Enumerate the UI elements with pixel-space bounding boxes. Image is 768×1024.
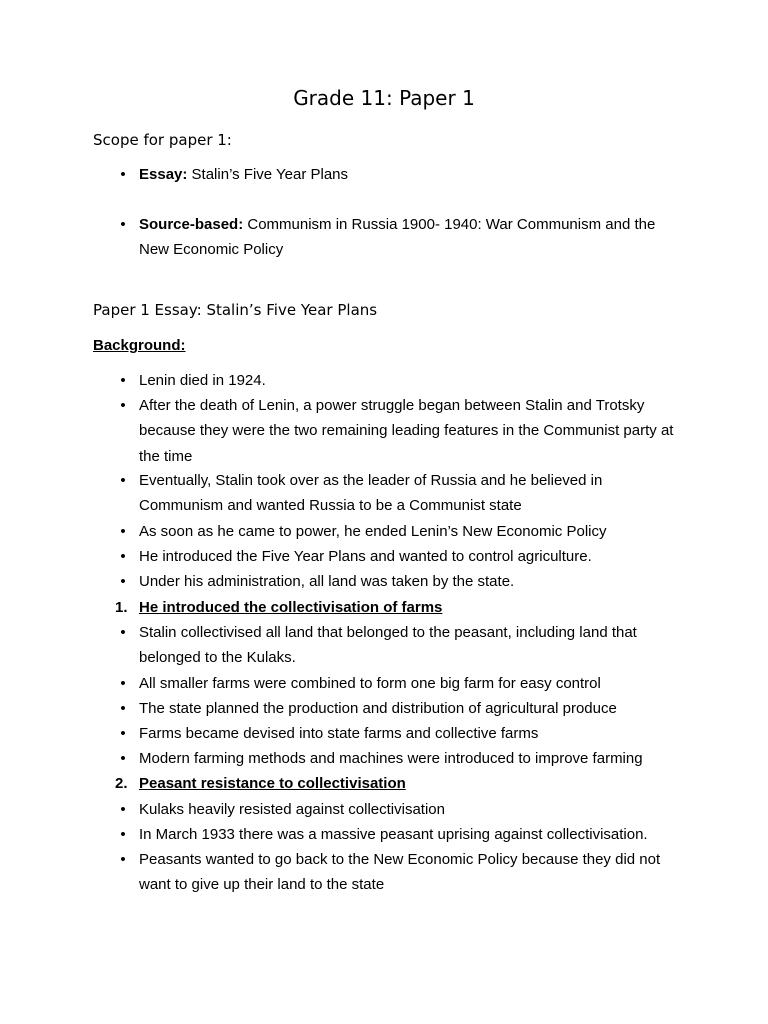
section-number: 1.	[115, 599, 128, 616]
list-item-text: After the death of Lenin, a power struggle began between Stalin and Trotsky because they were the two remaining leading features in the Communist party at the time	[139, 397, 674, 465]
list-item	[120, 746, 684, 771]
list-item-text: Eventually, Stalin took over as the leader of Russia and he believed in Communism and wanted Russia to be a Communist state	[139, 472, 603, 515]
list-item-text: All smaller farms were combined to form one big farm for easy control	[139, 675, 601, 692]
list-item-text: Stalin collectivised all land that belonged to the peasant, including land that belonged to the Kulaks.	[139, 624, 637, 667]
list-item	[120, 569, 684, 594]
essay-heading: Paper 1 Essay: Stalin’s Five Year Plans	[93, 301, 378, 319]
list-item	[120, 797, 684, 822]
list-item-text: Farms became devised into state farms and collective farms	[139, 725, 539, 742]
list-item-text: The state planned the production and distribution of agricultural produce	[139, 700, 617, 717]
section-1-heading	[115, 595, 684, 620]
bullet: •	[120, 472, 126, 489]
bullet: •	[120, 624, 126, 641]
bullet: •	[120, 826, 126, 843]
background-heading: Background:	[93, 337, 186, 354]
list-item-text: Peasants wanted to go back to the New Economic Policy because they did not want to give up their land to the state	[139, 851, 661, 894]
section-number: 2.	[115, 775, 128, 792]
bullet: •	[120, 750, 126, 767]
list-item-text: Modern farming methods and machines were introduced to improve farming	[139, 750, 643, 767]
bullet: •	[120, 548, 126, 565]
list-item	[120, 544, 684, 569]
bullet: •	[120, 573, 126, 590]
bullet: •	[120, 523, 126, 540]
list-item	[120, 671, 684, 696]
bullet: •	[120, 397, 126, 414]
list-item	[120, 393, 684, 469]
bullet: •	[120, 851, 126, 868]
bullet: •	[120, 700, 126, 717]
scope-item-label: Essay:	[139, 166, 188, 183]
list-item	[120, 822, 684, 847]
bullet: •	[120, 725, 126, 742]
list-item-text: In March 1933 there was a massive peasant uprising against collectivisation.	[139, 826, 648, 843]
scope-item-text: Stalin’s Five Year Plans	[187, 166, 349, 183]
bullet: •	[120, 675, 126, 692]
bullet: •	[120, 372, 126, 389]
list-item	[120, 721, 684, 746]
list-item	[120, 696, 684, 721]
list-item-text: Under his administration, all land was taken by the state.	[139, 573, 515, 590]
scope-heading: Scope for paper 1:	[93, 131, 232, 149]
bullet: •	[120, 801, 126, 818]
bullet: •	[120, 166, 126, 183]
section-heading-text: He introduced the collectivisation of farms	[139, 599, 443, 616]
page-title: Grade 11: Paper 1	[293, 86, 475, 110]
section-2-heading	[115, 771, 684, 796]
scope-item-essay	[120, 162, 684, 187]
bullet: •	[120, 216, 126, 233]
list-item-text: Lenin died in 1924.	[139, 372, 266, 389]
scope-item-source-based	[120, 212, 684, 263]
list-item	[120, 847, 684, 898]
list-item-text: He introduced the Five Year Plans and wanted to control agriculture.	[139, 548, 592, 565]
list-item	[120, 519, 684, 544]
list-item-text: Kulaks heavily resisted against collectivisation	[139, 801, 445, 818]
section-heading-text: Peasant resistance to collectivisation	[139, 775, 406, 792]
scope-item-label: Source-based:	[139, 216, 244, 233]
list-item	[120, 368, 684, 393]
scope-item-text: Communism in Russia 1900- 1940: War Communism and the New Economic Policy	[139, 216, 656, 259]
list-item	[120, 620, 684, 671]
list-item	[120, 468, 684, 519]
list-item-text: As soon as he came to power, he ended Lenin’s New Economic Policy	[139, 523, 607, 540]
